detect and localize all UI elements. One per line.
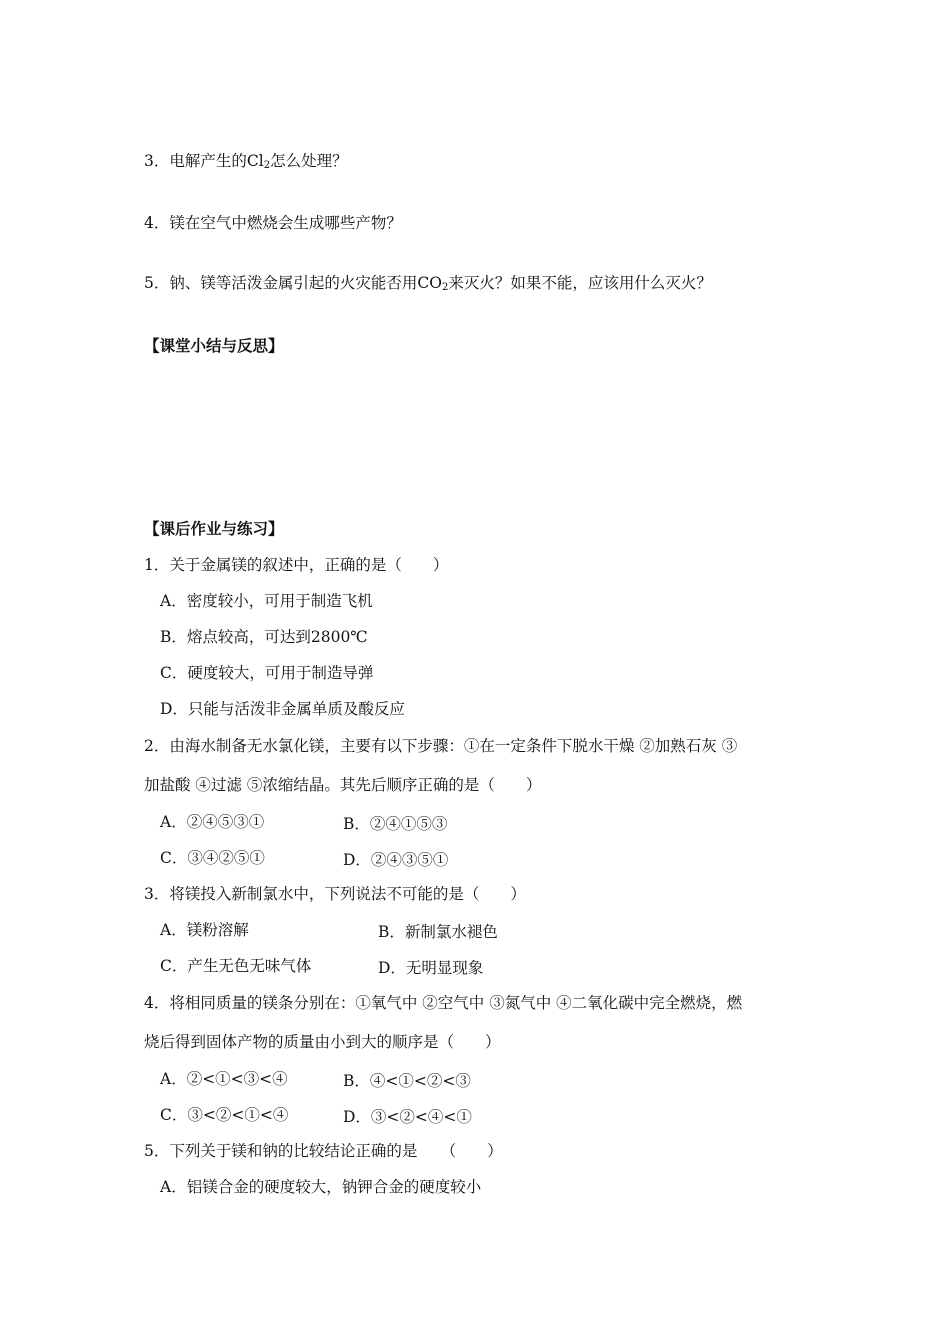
question-3-pre: 3．电解产生的Cl [144,152,264,170]
question-5-top [144,273,712,298]
q2-stem-line1: 2．由海水制备无水氯化镁，主要有以下步骤：①在一定条件下脱水干燥 ②加熟石灰 ③ [144,737,738,755]
q2-option-d: D．②④③⑤① [343,851,449,869]
q3-stem: 3．将镁投入新制氯水中，下列说法不可能的是（ ） [144,885,526,903]
q4-stem-line2: 烧后得到固体产物的质量由小到大的顺序是（ ） [144,1033,501,1051]
question-3-post: 怎么处理？ [270,152,348,170]
q3-option-d: D．无明显现象 [378,959,484,977]
q4-stem-line1: 4．将相同质量的镁条分别在：①氧气中 ②空气中 ③氮气中 ④二氧化碳中完全燃烧，燃 [144,994,743,1012]
q2-stem-line2: 加盐酸 ④过滤 ⑤浓缩结晶。其先后顺序正确的是（ ） [144,776,542,794]
q3-option-c: C．产生无色无味气体 [160,957,312,975]
section-homework-heading: 【课后作业与练习】 [144,520,284,538]
q1-option-b: B．熔点较高，可达到2800℃ [160,628,368,646]
q4-option-d: D．③<②<④<① [343,1108,472,1126]
section-summary-heading: 【课堂小结与反思】 [144,337,284,355]
q1-option-c: C．硬度较大，可用于制造导弹 [160,664,374,682]
q5-stem: 5．下列关于镁和钠的比较结论正确的是 （ ） [144,1142,503,1160]
q1-stem: 1．关于金属镁的叙述中，正确的是（ ） [144,556,449,574]
q1-option-a: A．密度较小，可用于制造飞机 [160,592,373,610]
q3-option-b: B．新制氯水褪色 [378,923,498,941]
question-5-sub: 2 [441,282,449,293]
question-5-post: 来灭火？如果不能，应该用什么灭火？ [448,274,712,292]
q2-option-b: B．②④①⑤③ [343,815,448,833]
q5-option-a: A．铝镁合金的硬度较大，钠钾合金的硬度较小 [160,1178,482,1196]
q4-option-b: B．④<①<②<③ [343,1072,471,1090]
q3-option-a: A．镁粉溶解 [160,921,249,939]
q2-option-a: A．②④⑤③① [160,813,265,831]
question-3-sub: 2 [263,160,271,171]
question-3-top [144,151,348,176]
q4-option-a: A．②<①<③<④ [160,1070,288,1088]
question-5-pre: 5．钠、镁等活泼金属引起的火灾能否用CO [144,274,442,292]
question-4-top: 4．镁在空气中燃烧会生成哪些产物？ [144,214,402,232]
q2-option-c: C．③④②⑤① [160,849,265,867]
q1-option-d: D．只能与活泼非金属单质及酸反应 [160,700,405,718]
q4-option-c: C．③<②<①<④ [160,1106,289,1124]
